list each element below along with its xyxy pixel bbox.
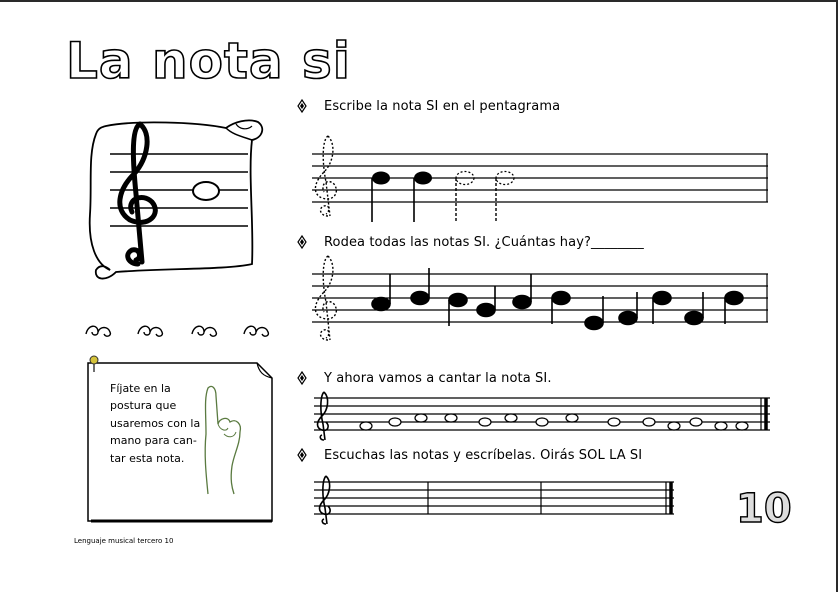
- whole-note: [668, 422, 680, 430]
- exercise-1-staff: [308, 132, 772, 224]
- page-title-text: La nota si: [66, 32, 351, 90]
- note-filled: [552, 292, 570, 325]
- exercise-4-staff[interactable]: [310, 472, 678, 526]
- note-filled: [414, 172, 432, 223]
- tip-line: mano para can-: [110, 434, 197, 448]
- page-title: [66, 30, 351, 90]
- note-filled: [372, 274, 390, 311]
- tip-line: usaremos con la: [110, 416, 201, 430]
- note-filled: [619, 292, 637, 325]
- whole-note: [415, 414, 427, 422]
- exercise-1-instruction: Escribe la nota SI en el pentagrama: [324, 99, 561, 114]
- whole-note: [505, 414, 517, 422]
- page-number: [734, 480, 792, 532]
- note-filled: [372, 172, 390, 223]
- exercise-3-instruction: Y ahora vamos a cantar la nota SI.: [324, 371, 552, 386]
- tip-line: Fíjate en la: [110, 382, 171, 395]
- whole-note: [690, 418, 702, 426]
- diamond-bullet-icon: [297, 371, 307, 385]
- note-filled: [685, 292, 703, 325]
- note-filled: [513, 274, 531, 309]
- note-dotted: [496, 172, 514, 223]
- diamond-bullet-icon: [297, 235, 307, 249]
- whole-note: [643, 418, 655, 426]
- note-filled: [585, 296, 603, 330]
- diamond-bullet-icon: [297, 99, 307, 113]
- note-filled: [653, 292, 671, 325]
- whole-note: [536, 418, 548, 426]
- exercise-4-instruction: Escuchas las notas y escríbelas. Oirás SOL LA SI: [324, 448, 643, 463]
- whole-note: [479, 418, 491, 426]
- tip-line: postura que: [110, 399, 177, 413]
- note-filled: [477, 286, 495, 317]
- whole-note: [608, 418, 620, 426]
- exercise-3-staff: [310, 392, 772, 442]
- whole-note: [389, 418, 401, 426]
- exercise-2-staff: [308, 252, 772, 344]
- ornament-row: [84, 322, 284, 340]
- diamond-bullet-icon: [297, 448, 307, 462]
- treble-clef-icon: [318, 392, 329, 440]
- note-filled: [725, 292, 743, 325]
- whole-note: [736, 422, 748, 430]
- dotted-treble-clef-icon: [315, 136, 336, 216]
- hand-sign-illustration: [198, 384, 250, 498]
- whole-note: [445, 414, 457, 422]
- tip-text: [110, 380, 200, 467]
- tip-line: tar esta nota.: [110, 451, 185, 465]
- note-dotted: [456, 172, 474, 223]
- whole-note: [715, 422, 727, 430]
- treble-clef-icon: [320, 476, 331, 524]
- scroll-illustration: [76, 114, 272, 286]
- page-number-text: 10: [736, 486, 792, 532]
- pushpin-icon: [88, 355, 100, 373]
- page-border-top: [0, 0, 838, 2]
- whole-note: [566, 414, 578, 422]
- exercise-2-instruction: Rodea todas las notas SI. ¿Cuántas hay?________: [324, 235, 644, 250]
- whole-note: [193, 182, 219, 200]
- whole-note: [360, 422, 372, 430]
- footer-text: Lenguaje musical tercero 10: [74, 537, 174, 545]
